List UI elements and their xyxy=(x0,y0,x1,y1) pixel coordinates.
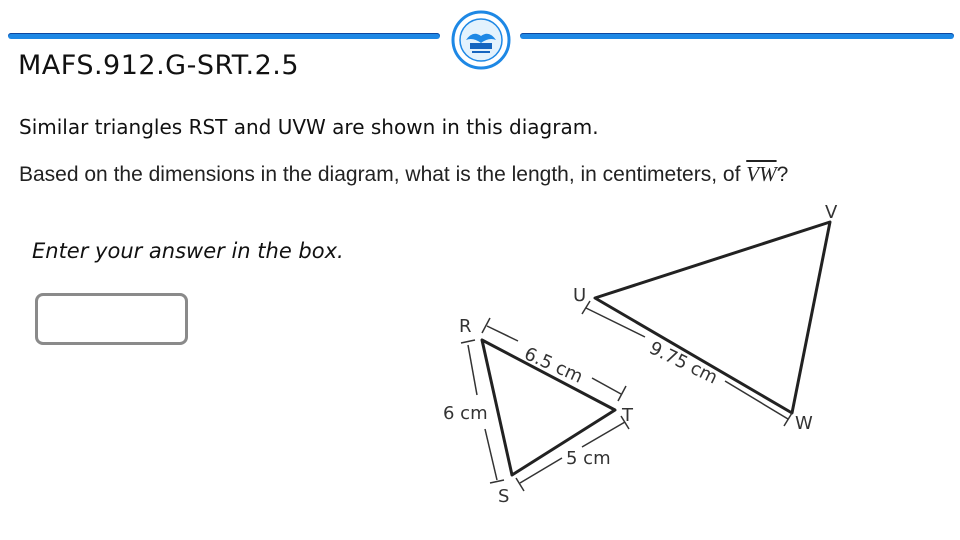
question-prompt-text: Based on the dimensions in the diagram, what is the length, in centimeters, of xyxy=(19,163,747,186)
header-rule-left xyxy=(8,33,440,39)
vertex-s: S xyxy=(498,486,510,507)
label-st: 5 cm xyxy=(566,448,611,469)
vertex-w: W xyxy=(795,413,813,434)
vertex-t: T xyxy=(622,405,633,426)
answer-input[interactable] xyxy=(35,293,188,345)
vertex-u: U xyxy=(573,285,587,306)
vertex-v: V xyxy=(825,202,838,223)
label-rs: 6 cm xyxy=(443,403,488,424)
label-rt: 6.5 cm xyxy=(520,343,586,388)
segment-label: $\overline{VW}$ xyxy=(746,162,777,186)
answer-instruction: Enter your answer in the box. xyxy=(32,239,344,263)
vertex-r: R xyxy=(459,316,472,337)
question-intro: Similar triangles RST and UVW are shown in this diagram. xyxy=(19,115,599,139)
question-prompt xyxy=(19,160,819,189)
label-uw: 9.75 cm xyxy=(645,337,721,389)
header-rule-right xyxy=(520,33,954,39)
page-title: MAFS.912.G-SRT.2.5 xyxy=(18,50,300,81)
triangles-diagram xyxy=(420,195,840,515)
school-seal-logo xyxy=(448,10,514,70)
question-prompt-end: ? xyxy=(776,163,789,186)
